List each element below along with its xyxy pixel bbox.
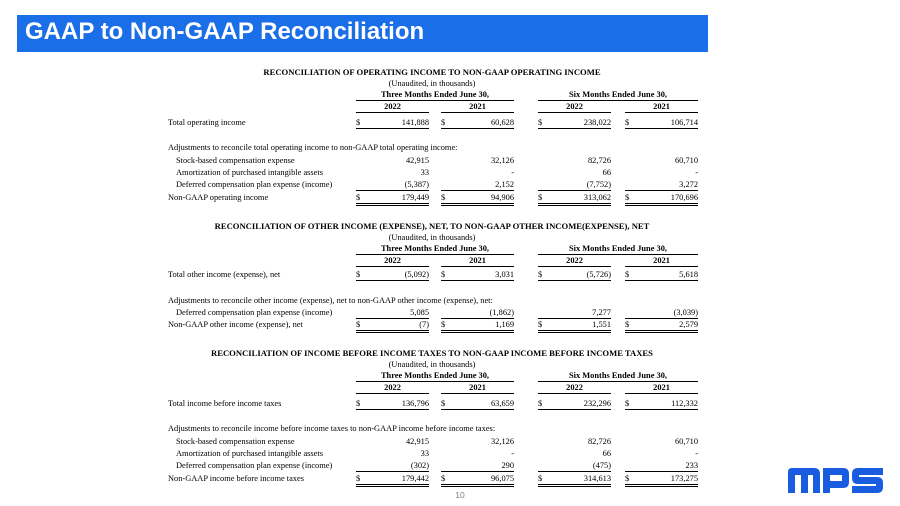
value-cell bbox=[356, 167, 429, 178]
table-row bbox=[0, 192, 900, 203]
section-title: RECONCILIATION OF OTHER INCOME (EXPENSE), NET, TO NON-GAAP OTHER INCOME(EXPENSE), NET bbox=[214, 221, 650, 231]
period-header-three-months: Three Months Ended June 30, bbox=[356, 244, 514, 255]
cell-value: 141,888 bbox=[401, 118, 429, 127]
value-cell bbox=[441, 460, 514, 472]
cell-value: (7) bbox=[419, 320, 429, 329]
dollar-sign: $ bbox=[538, 270, 543, 279]
value-cell bbox=[441, 167, 514, 178]
row-label: Total other income (expense), net bbox=[168, 270, 281, 279]
cell-value: 1,551 bbox=[592, 320, 611, 329]
value-cell bbox=[356, 179, 429, 191]
period-header-six-months: Six Months Ended June 30, bbox=[538, 90, 698, 101]
dollar-sign: $ bbox=[625, 193, 630, 202]
value-cell bbox=[625, 307, 698, 319]
table-row bbox=[0, 307, 900, 318]
cell-value: 60,628 bbox=[490, 118, 514, 127]
year-header: 2022 bbox=[356, 383, 429, 394]
value-cell bbox=[356, 398, 429, 410]
value-cell bbox=[625, 117, 698, 129]
value-cell bbox=[356, 460, 429, 472]
value-cell bbox=[538, 155, 611, 166]
row-label: Deferred compensation plan expense (income) bbox=[176, 308, 333, 317]
dollar-sign: $ bbox=[356, 118, 361, 127]
value-cell bbox=[441, 436, 514, 447]
value-cell bbox=[538, 398, 611, 410]
row-label: Stock-based compensation expense bbox=[176, 156, 295, 165]
cell-value: (7,752) bbox=[586, 180, 611, 189]
cell-value: (5,387) bbox=[404, 180, 429, 189]
title-bar bbox=[17, 15, 708, 52]
dollar-sign: $ bbox=[538, 193, 543, 202]
cell-value: 60,710 bbox=[674, 156, 698, 165]
table-row bbox=[0, 269, 900, 280]
table-row bbox=[0, 398, 900, 409]
cell-value: 33 bbox=[420, 449, 429, 458]
value-cell bbox=[538, 460, 611, 472]
value-cell bbox=[356, 155, 429, 166]
value-cell bbox=[538, 269, 611, 281]
table-row bbox=[0, 117, 900, 128]
value-cell bbox=[441, 179, 514, 191]
cell-value: 5,618 bbox=[679, 270, 698, 279]
dollar-sign: $ bbox=[625, 399, 630, 408]
value-cell bbox=[538, 448, 611, 459]
cell-value: (1,862) bbox=[489, 308, 514, 317]
value-cell bbox=[625, 269, 698, 281]
value-cell bbox=[625, 319, 698, 333]
cell-value: 179,449 bbox=[401, 193, 429, 202]
cell-value: 94,906 bbox=[490, 193, 514, 202]
cell-value: 2,152 bbox=[495, 180, 514, 189]
value-cell bbox=[625, 179, 698, 191]
cell-value: 66 bbox=[602, 168, 611, 177]
year-header: 2022 bbox=[538, 383, 611, 394]
row-label: Total operating income bbox=[168, 118, 246, 127]
cell-value: 42,915 bbox=[405, 156, 429, 165]
section-subtitle: (Unaudited, in thousands) bbox=[388, 360, 476, 369]
value-cell bbox=[538, 319, 611, 333]
value-cell bbox=[356, 436, 429, 447]
table-row bbox=[0, 460, 900, 471]
cell-value: 112,332 bbox=[671, 399, 698, 408]
value-cell bbox=[538, 167, 611, 178]
table-row bbox=[0, 319, 900, 330]
row-label: Amortization of purchased intangible assets bbox=[176, 449, 323, 458]
value-cell bbox=[356, 448, 429, 459]
value-cell bbox=[538, 192, 611, 206]
cell-value: - bbox=[511, 168, 514, 177]
row-label: Adjustments to reconcile other income (expense), net to non-GAAP other income (expense), net: bbox=[168, 296, 493, 305]
table-row bbox=[0, 295, 900, 306]
period-header-three-months: Three Months Ended June 30, bbox=[356, 90, 514, 101]
year-header: 2022 bbox=[356, 256, 429, 267]
dollar-sign: $ bbox=[441, 270, 446, 279]
dollar-sign: $ bbox=[356, 399, 361, 408]
cell-value: 313,062 bbox=[583, 193, 611, 202]
page-title: GAAP to Non-GAAP Reconciliation bbox=[25, 18, 425, 45]
value-cell bbox=[441, 473, 514, 487]
dollar-sign: $ bbox=[441, 474, 446, 483]
value-cell bbox=[625, 448, 698, 459]
table-row bbox=[0, 473, 900, 484]
dollar-sign: $ bbox=[356, 320, 361, 329]
value-cell bbox=[625, 460, 698, 472]
row-label: Non-GAAP income before income taxes bbox=[168, 474, 304, 483]
cell-value: 7,277 bbox=[592, 308, 611, 317]
cell-value: 60,710 bbox=[674, 437, 698, 446]
cell-value: - bbox=[695, 449, 698, 458]
value-cell bbox=[538, 179, 611, 191]
value-cell bbox=[441, 307, 514, 319]
cell-value: - bbox=[511, 449, 514, 458]
dollar-sign: $ bbox=[441, 399, 446, 408]
value-cell bbox=[441, 117, 514, 129]
value-cell bbox=[356, 269, 429, 281]
row-label: Amortization of purchased intangible assets bbox=[176, 168, 323, 177]
cell-value: (5,092) bbox=[404, 270, 429, 279]
section-subtitle: (Unaudited, in thousands) bbox=[388, 79, 476, 88]
cell-value: 66 bbox=[602, 449, 611, 458]
cell-value: 136,796 bbox=[401, 399, 429, 408]
dollar-sign: $ bbox=[441, 118, 446, 127]
cell-value: 82,726 bbox=[587, 437, 611, 446]
dollar-sign: $ bbox=[538, 474, 543, 483]
table-row bbox=[0, 436, 900, 447]
value-cell bbox=[538, 307, 611, 319]
table-row bbox=[0, 423, 900, 434]
value-cell bbox=[538, 436, 611, 447]
cell-value: 96,075 bbox=[490, 474, 514, 483]
table-row bbox=[0, 142, 900, 153]
dollar-sign: $ bbox=[441, 320, 446, 329]
cell-value: 3,272 bbox=[679, 180, 698, 189]
table-row bbox=[0, 179, 900, 190]
cell-value: 2,579 bbox=[679, 320, 698, 329]
cell-value: 179,442 bbox=[401, 474, 429, 483]
cell-value: - bbox=[695, 168, 698, 177]
value-cell bbox=[625, 473, 698, 487]
mps-logo bbox=[788, 466, 884, 494]
row-label: Deferred compensation plan expense (income) bbox=[176, 180, 333, 189]
value-cell bbox=[356, 117, 429, 129]
cell-value: 5,085 bbox=[410, 308, 429, 317]
cell-value: 33 bbox=[420, 168, 429, 177]
cell-value: 314,613 bbox=[583, 474, 611, 483]
cell-value: 170,696 bbox=[670, 193, 698, 202]
year-header: 2021 bbox=[441, 102, 514, 113]
year-header: 2022 bbox=[538, 256, 611, 267]
section-subtitle: (Unaudited, in thousands) bbox=[388, 233, 476, 242]
row-label: Total income before income taxes bbox=[168, 399, 282, 408]
row-label: Deferred compensation plan expense (income) bbox=[176, 461, 333, 470]
year-header: 2021 bbox=[625, 102, 698, 113]
value-cell bbox=[441, 319, 514, 333]
row-label: Non-GAAP other income (expense), net bbox=[168, 320, 303, 329]
value-cell bbox=[625, 398, 698, 410]
cell-value: (302) bbox=[410, 461, 429, 470]
cell-value: (3,039) bbox=[673, 308, 698, 317]
cell-value: 3,031 bbox=[495, 270, 514, 279]
value-cell bbox=[625, 167, 698, 178]
value-cell bbox=[356, 319, 429, 333]
value-cell bbox=[441, 448, 514, 459]
value-cell bbox=[356, 192, 429, 206]
dollar-sign: $ bbox=[538, 320, 543, 329]
cell-value: 32,126 bbox=[490, 437, 514, 446]
year-header: 2021 bbox=[441, 256, 514, 267]
value-cell bbox=[356, 473, 429, 487]
section-title: RECONCILIATION OF OPERATING INCOME TO NON-GAAP OPERATING INCOME bbox=[263, 67, 601, 77]
value-cell bbox=[538, 117, 611, 129]
cell-value: 42,915 bbox=[405, 437, 429, 446]
dollar-sign: $ bbox=[356, 193, 361, 202]
cell-value: 1,169 bbox=[495, 320, 514, 329]
cell-value: (475) bbox=[592, 461, 611, 470]
dollar-sign: $ bbox=[625, 270, 630, 279]
table-row bbox=[0, 155, 900, 166]
section-title: RECONCILIATION OF INCOME BEFORE INCOME TAXES TO NON-GAAP INCOME BEFORE INCOME TAXES bbox=[211, 348, 653, 358]
dollar-sign: $ bbox=[356, 270, 361, 279]
dollar-sign: $ bbox=[625, 474, 630, 483]
row-label: Stock-based compensation expense bbox=[176, 437, 295, 446]
page-number: 10 bbox=[455, 490, 465, 500]
year-header: 2022 bbox=[356, 102, 429, 113]
cell-value: (5,726) bbox=[586, 270, 611, 279]
cell-value: 232,296 bbox=[583, 399, 611, 408]
cell-value: 233 bbox=[685, 461, 698, 470]
value-cell bbox=[625, 155, 698, 166]
value-cell bbox=[441, 155, 514, 166]
table-row bbox=[0, 448, 900, 459]
table-row bbox=[0, 167, 900, 178]
year-header: 2021 bbox=[625, 383, 698, 394]
year-header: 2022 bbox=[538, 102, 611, 113]
value-cell bbox=[538, 473, 611, 487]
dollar-sign: $ bbox=[538, 118, 543, 127]
cell-value: 238,022 bbox=[583, 118, 611, 127]
year-header: 2021 bbox=[625, 256, 698, 267]
dollar-sign: $ bbox=[356, 474, 361, 483]
value-cell bbox=[625, 192, 698, 206]
row-label: Non-GAAP operating income bbox=[168, 193, 269, 202]
dollar-sign: $ bbox=[625, 118, 630, 127]
row-label: Adjustments to reconcile total operating income to non-GAAP total operating income: bbox=[168, 143, 458, 152]
value-cell bbox=[441, 192, 514, 206]
value-cell bbox=[356, 307, 429, 319]
dollar-sign: $ bbox=[538, 399, 543, 408]
period-header-six-months: Six Months Ended June 30, bbox=[538, 371, 698, 382]
value-cell bbox=[441, 398, 514, 410]
cell-value: 63,659 bbox=[490, 399, 514, 408]
value-cell bbox=[441, 269, 514, 281]
cell-value: 82,726 bbox=[587, 156, 611, 165]
cell-value: 106,714 bbox=[670, 118, 698, 127]
cell-value: 290 bbox=[501, 461, 514, 470]
cell-value: 32,126 bbox=[490, 156, 514, 165]
period-header-three-months: Three Months Ended June 30, bbox=[356, 371, 514, 382]
dollar-sign: $ bbox=[441, 193, 446, 202]
value-cell bbox=[625, 436, 698, 447]
row-label: Adjustments to reconcile income before income taxes to non-GAAP income before income taxes: bbox=[168, 424, 496, 433]
cell-value: 173,275 bbox=[670, 474, 698, 483]
dollar-sign: $ bbox=[625, 320, 630, 329]
period-header-six-months: Six Months Ended June 30, bbox=[538, 244, 698, 255]
year-header: 2021 bbox=[441, 383, 514, 394]
